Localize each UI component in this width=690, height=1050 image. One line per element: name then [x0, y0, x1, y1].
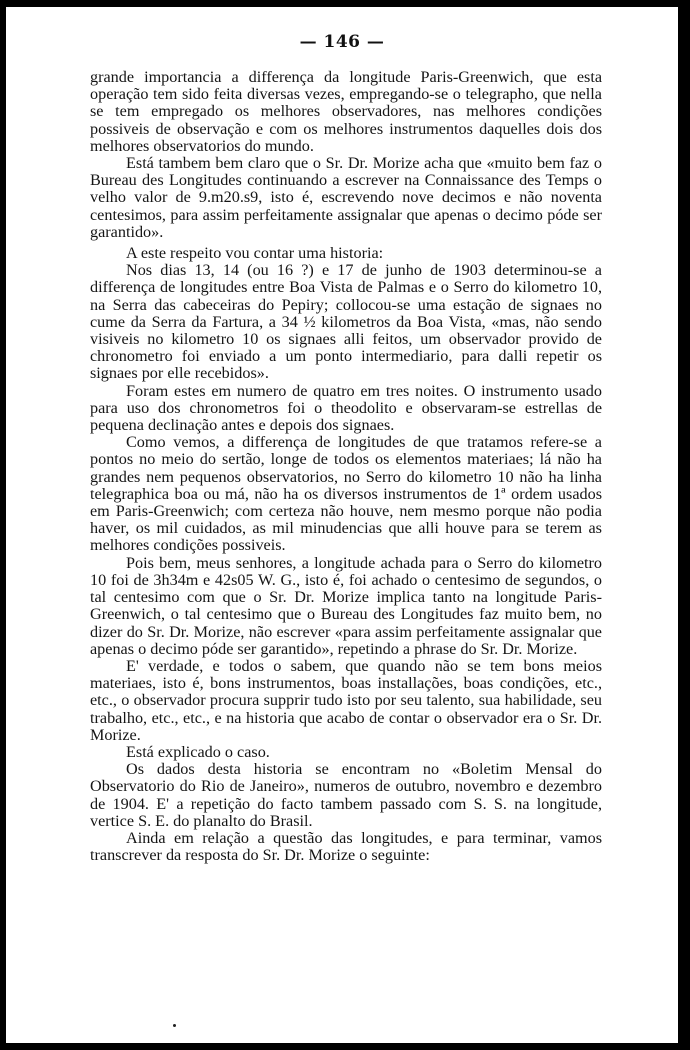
page-number: — 146 — — [299, 32, 385, 52]
paragraph-1: grande importancia a differença da longitude Paris-Greenwich, que esta operação tem sido feita diversas vezes, empregando-se o telegrapho, que nella se tem empregado os melhores observadores, nas melhores condições possiveis de observação e com os melhores instrumentos daquelles dois dos melhores observatorios do mundo. — [90, 68, 602, 155]
book-page — [6, 7, 678, 1043]
paragraph-11: Ainda em relação a questão das longitudes, e para terminar, vamos transcrever da resposta do Sr. Dr. Morize o seguinte: — [90, 828, 602, 865]
paragraph-7: Pois bem, meus senhores, a longitude achada para o Serro do kilometro 10 foi de 3h34m e 42s05 W. G., isto é, foi achado o centesimo de segundos, o tal centesimo com que o Sr. Dr. Morize implica tanto na longitude Paris-Greenwich, o tal centesimo que o Bureau des Longitudes faz muito bem, no dizer do Sr. Dr. Morize, não escrever «para assim perfeitamente assignalar que apenas o decimo póde ser garantido», repetindo a phrase do Sr. Dr. Morize. — [90, 553, 602, 658]
paragraph-8: E' verdade, e todos o sabem, que quando não se tem bons meios materiaes, isto é, bons instrumentos, boas installações, boas condições, etc., etc., o observador procura supprir tudo isto por seu talento, sua habilidade, seu trabalho, etc., etc., e na historia que acabo de contar o observador era o Sr. Dr. Morize. — [90, 656, 602, 744]
paragraph-5: Foram estes em numero de quatro em tres noites. O instrumento usado para uso dos chronometros foi o theodolito e observaram-se estrellas de pequena declinação antes e depois dos signaes. — [90, 381, 602, 435]
body-text — [90, 69, 602, 864]
paragraph-9: Está explicado o caso. — [126, 742, 270, 761]
paragraph-10: Os dados desta historia se encontram no «Boletim Mensal do Observatorio do Rio de Janeiro», numeros de outubro, novembro e dezembro de 1904. E' a repetição do facto tambem passado com S. S. na longitude, vertice S. E. do planalto do Brasil. — [90, 760, 602, 830]
paragraph-3: A este respeito vou contar uma historia: — [126, 244, 384, 263]
paragraph-4: Nos dias 13, 14 (ou 16 ?) e 17 de junho de 1903 determinou-se a differença de longitudes entre Boa Vista de Palmas e o Serro do kilometro 10, na Serra das cabeceiras do Pepiry; collocou-se uma estação de signaes no cume da Serra da Fartura, a 34 ½ kilometros da Boa Vista, «mas, não sendo visiveis no kilometro 10 os signaes alli feitos, um observador provido de chronometro foi enviado a um ponto intermediario, para dalli repetir os signaes por elle recebidos». — [90, 261, 602, 383]
ink-speck — [173, 1024, 176, 1027]
paragraph-2: Está tambem bem claro que o Sr. Dr. Morize acha que «muito bem faz o Bureau des Longitudes continuando a escrever na Connaissance des Temps o velho valor de 9.m20.s9, isto é, escrevendo nove decimos e não noventa centesimos, para assim perfeitamente assignalar que apenas o decimo póde ser garantido». — [90, 154, 602, 241]
paragraph-6: Como vemos, a differença de longitudes de que tratamos refere-se a pontos no meio do sertão, longe de todos os elementos materiaes; lá não ha grandes nem pequenos observatorios, no Serro do kilometro 10 não ha linha telegraphica boa ou má, não ha os diversos instrumentos de 1ª ordem usados em Paris-Greenwich; com certeza não houve, nem mesmo porque não podia haver, os mil cuidados, as mil minudencias que alli houve para se terem as melhores condições possiveis. — [90, 433, 602, 555]
